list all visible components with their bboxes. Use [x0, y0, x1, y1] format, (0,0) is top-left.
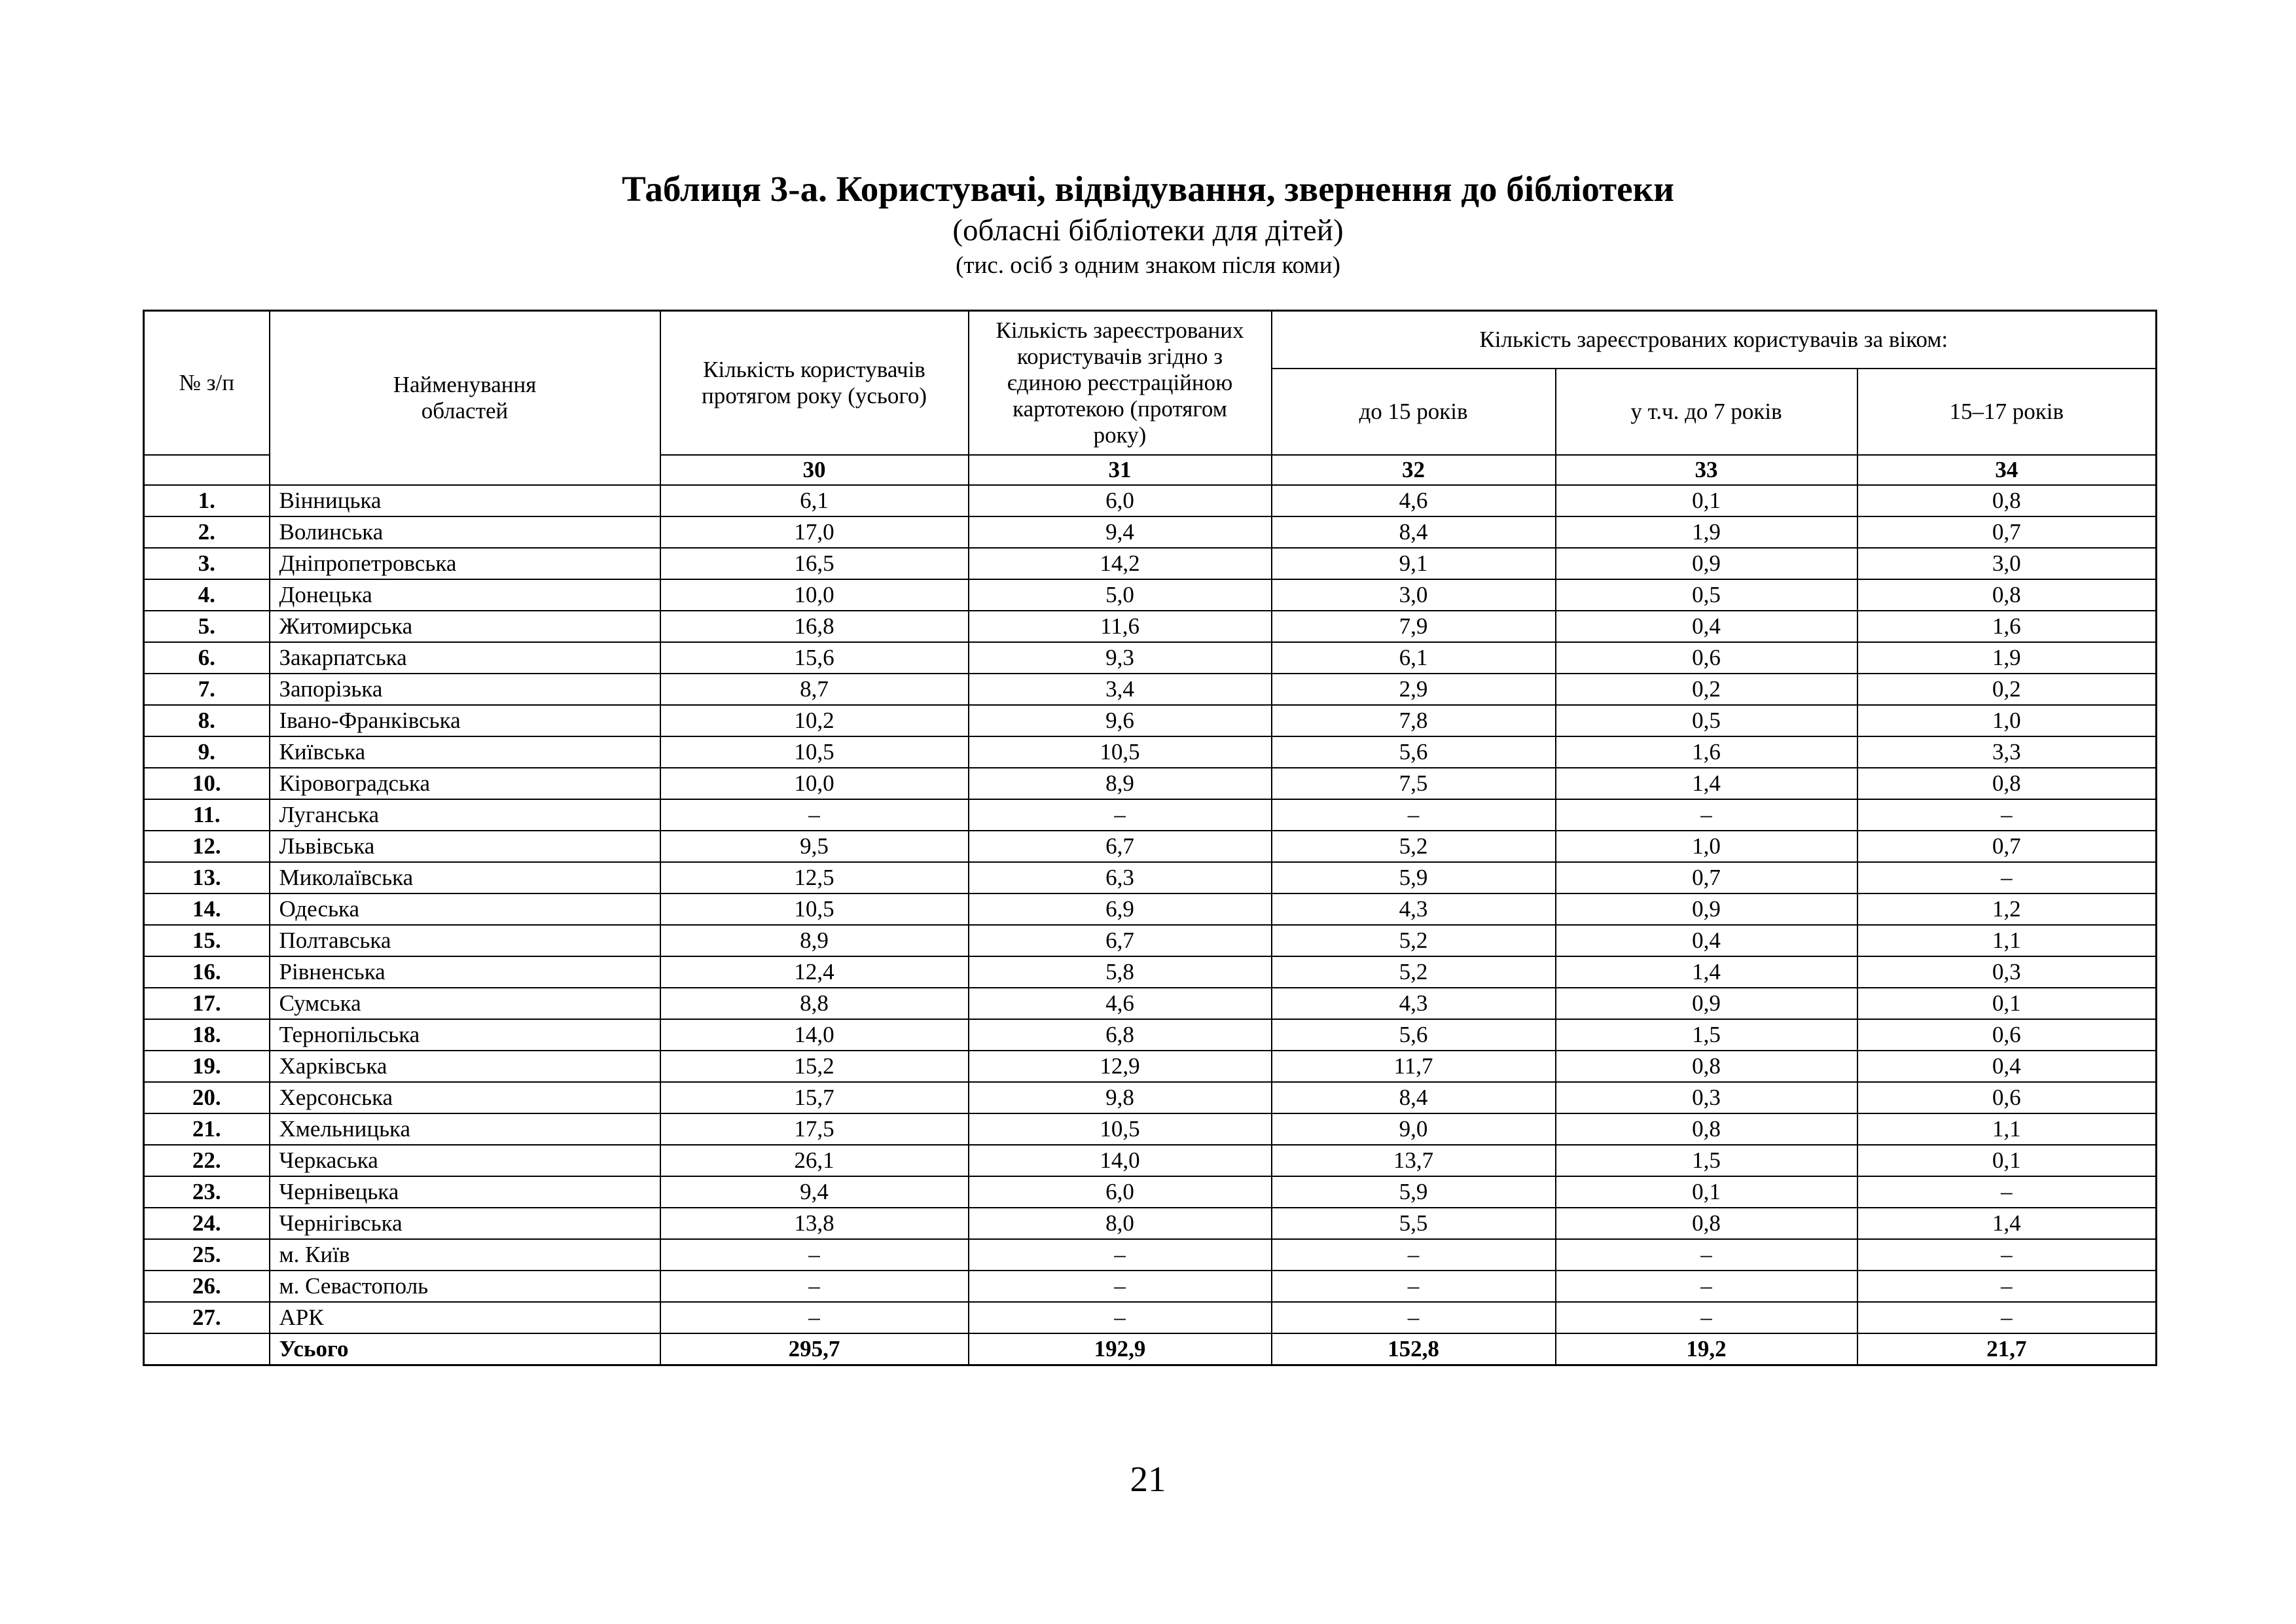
- value-cell: 6,8: [969, 1019, 1272, 1051]
- table-row: [144, 579, 2157, 611]
- table-row: [144, 1051, 2157, 1082]
- value-cell: 16,5: [660, 548, 969, 579]
- value-cell: 8,7: [660, 674, 969, 705]
- page-subtitle: (обласні бібліотеки для дітей): [952, 213, 1344, 247]
- value-cell: 15,7: [660, 1082, 969, 1113]
- row-number: 16.: [144, 956, 270, 988]
- table-row: [144, 1176, 2157, 1208]
- column-number: 34: [1857, 455, 2157, 485]
- row-number: 17.: [144, 988, 270, 1019]
- value-cell: 1,4: [1857, 1208, 2157, 1239]
- table-row: [144, 1113, 2157, 1145]
- column-number: 30: [660, 455, 969, 485]
- region-name: Тернопільська: [270, 1019, 660, 1051]
- table-row: [144, 674, 2157, 705]
- value-cell: 0,1: [1556, 485, 1857, 516]
- value-cell: 7,9: [1272, 611, 1556, 642]
- value-cell: –: [660, 1239, 969, 1271]
- value-cell: 5,6: [1272, 736, 1556, 768]
- value-cell: 10,0: [660, 579, 969, 611]
- value-cell: 0,4: [1857, 1051, 2157, 1082]
- value-cell: 9,5: [660, 831, 969, 862]
- value-cell: 12,4: [660, 956, 969, 988]
- region-name: Одеська: [270, 893, 660, 925]
- value-cell: 0,8: [1556, 1113, 1857, 1145]
- value-cell: 1,0: [1857, 705, 2157, 736]
- table-row: [144, 799, 2157, 831]
- value-cell: 0,1: [1857, 1145, 2157, 1176]
- row-number: 23.: [144, 1176, 270, 1208]
- value-cell: 9,1: [1272, 548, 1556, 579]
- region-name: Сумська: [270, 988, 660, 1019]
- header-under-7: у т.ч. до 7 років: [1556, 369, 1857, 455]
- row-number: 3.: [144, 548, 270, 579]
- value-cell: –: [1556, 1271, 1857, 1302]
- value-cell: 16,8: [660, 611, 969, 642]
- row-number: 21.: [144, 1113, 270, 1145]
- region-name: м. Київ: [270, 1239, 660, 1271]
- value-cell: –: [660, 1271, 969, 1302]
- row-number: 15.: [144, 925, 270, 956]
- value-cell: 8,8: [660, 988, 969, 1019]
- value-cell: 0,6: [1857, 1082, 2157, 1113]
- table-row: [144, 642, 2157, 674]
- value-cell: 9,8: [969, 1082, 1272, 1113]
- value-cell: 8,9: [969, 768, 1272, 799]
- row-number: 24.: [144, 1208, 270, 1239]
- region-name: Дніпропетровська: [270, 548, 660, 579]
- total-value: 192,9: [969, 1333, 1272, 1365]
- table-row: [144, 736, 2157, 768]
- table-row: [144, 1271, 2157, 1302]
- region-name: м. Севастополь: [270, 1271, 660, 1302]
- statistics-table: [143, 310, 2157, 1366]
- value-cell: 12,5: [660, 862, 969, 893]
- value-cell: 0,2: [1857, 674, 2157, 705]
- value-cell: 0,3: [1857, 956, 2157, 988]
- value-cell: 5,9: [1272, 1176, 1556, 1208]
- value-cell: 1,6: [1556, 736, 1857, 768]
- value-cell: 7,8: [1272, 705, 1556, 736]
- value-cell: 11,7: [1272, 1051, 1556, 1082]
- row-number: 22.: [144, 1145, 270, 1176]
- total-number-empty: [144, 1333, 270, 1365]
- value-cell: 17,5: [660, 1113, 969, 1145]
- value-cell: –: [1272, 1239, 1556, 1271]
- value-cell: 5,9: [1272, 862, 1556, 893]
- value-cell: 13,8: [660, 1208, 969, 1239]
- value-cell: 9,4: [660, 1176, 969, 1208]
- table-row: [144, 611, 2157, 642]
- value-cell: 3,4: [969, 674, 1272, 705]
- header-number: № з/п: [144, 311, 270, 455]
- value-cell: 6,1: [1272, 642, 1556, 674]
- value-cell: 14,0: [969, 1145, 1272, 1176]
- value-cell: 0,9: [1556, 893, 1857, 925]
- column-number: 32: [1272, 455, 1556, 485]
- value-cell: 5,6: [1272, 1019, 1556, 1051]
- total-row: [144, 1333, 2157, 1365]
- value-cell: 1,9: [1556, 516, 1857, 548]
- value-cell: 4,6: [1272, 485, 1556, 516]
- value-cell: 6,7: [969, 925, 1272, 956]
- value-cell: 8,4: [1272, 516, 1556, 548]
- value-cell: 6,7: [969, 831, 1272, 862]
- value-cell: 0,1: [1556, 1176, 1857, 1208]
- value-cell: –: [1857, 1239, 2157, 1271]
- region-name: Закарпатська: [270, 642, 660, 674]
- value-cell: 10,5: [660, 893, 969, 925]
- column-number-empty: [144, 455, 270, 485]
- value-cell: 0,6: [1857, 1019, 2157, 1051]
- row-number: 25.: [144, 1239, 270, 1271]
- column-number: 31: [969, 455, 1272, 485]
- value-cell: 9,6: [969, 705, 1272, 736]
- value-cell: 10,0: [660, 768, 969, 799]
- value-cell: –: [1857, 799, 2157, 831]
- value-cell: –: [1272, 799, 1556, 831]
- value-cell: –: [1857, 1176, 2157, 1208]
- table-row: [144, 925, 2157, 956]
- table-row: [144, 862, 2157, 893]
- table-row: [144, 768, 2157, 799]
- value-cell: –: [969, 1302, 1272, 1333]
- value-cell: 0,7: [1857, 831, 2157, 862]
- value-cell: 14,0: [660, 1019, 969, 1051]
- row-number: 14.: [144, 893, 270, 925]
- value-cell: –: [1556, 1302, 1857, 1333]
- table-row: [144, 956, 2157, 988]
- row-number: 7.: [144, 674, 270, 705]
- row-number: 10.: [144, 768, 270, 799]
- value-cell: 11,6: [969, 611, 1272, 642]
- value-cell: 15,2: [660, 1051, 969, 1082]
- table-header: [144, 311, 2157, 485]
- total-value: 152,8: [1272, 1333, 1556, 1365]
- value-cell: 0,3: [1556, 1082, 1857, 1113]
- value-cell: 1,1: [1857, 1113, 2157, 1145]
- column-number: 33: [1556, 455, 1857, 485]
- region-name: Рівненська: [270, 956, 660, 988]
- row-number: 26.: [144, 1271, 270, 1302]
- value-cell: 5,8: [969, 956, 1272, 988]
- region-name: Донецька: [270, 579, 660, 611]
- table-row: [144, 893, 2157, 925]
- value-cell: 5,2: [1272, 831, 1556, 862]
- value-cell: 0,9: [1556, 548, 1857, 579]
- value-cell: 0,5: [1556, 579, 1857, 611]
- region-name: Київська: [270, 736, 660, 768]
- region-name: Полтавська: [270, 925, 660, 956]
- value-cell: 1,4: [1556, 956, 1857, 988]
- value-cell: –: [1556, 799, 1857, 831]
- table-row: [144, 1082, 2157, 1113]
- value-cell: 0,8: [1857, 579, 2157, 611]
- value-cell: 6,3: [969, 862, 1272, 893]
- table-row: [144, 1302, 2157, 1333]
- table-row: [144, 1019, 2157, 1051]
- row-number: 11.: [144, 799, 270, 831]
- value-cell: 10,5: [969, 1113, 1272, 1145]
- row-number: 18.: [144, 1019, 270, 1051]
- value-cell: 5,5: [1272, 1208, 1556, 1239]
- table-row: [144, 548, 2157, 579]
- row-number: 1.: [144, 485, 270, 516]
- value-cell: 0,9: [1556, 988, 1857, 1019]
- region-name: Житомирська: [270, 611, 660, 642]
- row-number: 19.: [144, 1051, 270, 1082]
- region-name: Вінницька: [270, 485, 660, 516]
- region-name: Миколаївська: [270, 862, 660, 893]
- value-cell: 0,8: [1556, 1208, 1857, 1239]
- region-name: Черкаська: [270, 1145, 660, 1176]
- value-cell: 6,0: [969, 1176, 1272, 1208]
- value-cell: 12,9: [969, 1051, 1272, 1082]
- title-block: [0, 168, 2296, 281]
- total-value: 21,7: [1857, 1333, 2157, 1365]
- value-cell: –: [1857, 1271, 2157, 1302]
- row-number: 8.: [144, 705, 270, 736]
- value-cell: 4,6: [969, 988, 1272, 1019]
- value-cell: 14,2: [969, 548, 1272, 579]
- row-number: 12.: [144, 831, 270, 862]
- table-body: [144, 485, 2157, 1365]
- region-name: Чернігівська: [270, 1208, 660, 1239]
- table-row: [144, 705, 2157, 736]
- table-row: [144, 485, 2157, 516]
- value-cell: 1,4: [1556, 768, 1857, 799]
- value-cell: 0,7: [1556, 862, 1857, 893]
- row-number: 2.: [144, 516, 270, 548]
- value-cell: 10,2: [660, 705, 969, 736]
- value-cell: 10,5: [969, 736, 1272, 768]
- page-number: 21: [1130, 1459, 1166, 1499]
- row-number: 4.: [144, 579, 270, 611]
- value-cell: 1,6: [1857, 611, 2157, 642]
- table-row: [144, 1208, 2157, 1239]
- value-cell: 3,0: [1272, 579, 1556, 611]
- value-cell: 5,2: [1272, 925, 1556, 956]
- value-cell: –: [1556, 1239, 1857, 1271]
- total-value: 295,7: [660, 1333, 969, 1365]
- value-cell: –: [969, 1271, 1272, 1302]
- value-cell: 3,0: [1857, 548, 2157, 579]
- header-region-name: Найменування областей: [270, 311, 660, 485]
- row-number: 20.: [144, 1082, 270, 1113]
- value-cell: 8,0: [969, 1208, 1272, 1239]
- value-cell: 0,4: [1556, 925, 1857, 956]
- value-cell: 7,5: [1272, 768, 1556, 799]
- row-number: 27.: [144, 1302, 270, 1333]
- value-cell: –: [1857, 1302, 2157, 1333]
- value-cell: 2,9: [1272, 674, 1556, 705]
- value-cell: 0,1: [1857, 988, 2157, 1019]
- value-cell: 0,5: [1556, 705, 1857, 736]
- value-cell: 6,0: [969, 485, 1272, 516]
- value-cell: 0,8: [1857, 485, 2157, 516]
- value-cell: 8,4: [1272, 1082, 1556, 1113]
- value-cell: 0,6: [1556, 642, 1857, 674]
- region-name: Харківська: [270, 1051, 660, 1082]
- row-number: 9.: [144, 736, 270, 768]
- value-cell: 26,1: [660, 1145, 969, 1176]
- value-cell: 9,0: [1272, 1113, 1556, 1145]
- value-cell: 17,0: [660, 516, 969, 548]
- value-cell: –: [969, 1239, 1272, 1271]
- value-cell: 9,3: [969, 642, 1272, 674]
- value-cell: 1,5: [1556, 1145, 1857, 1176]
- value-cell: 6,9: [969, 893, 1272, 925]
- header-under-15: до 15 років: [1272, 369, 1556, 455]
- header-users-total: Кількість користувачів протягом року (усього): [660, 311, 969, 455]
- value-cell: 6,1: [660, 485, 969, 516]
- region-name: Волинська: [270, 516, 660, 548]
- page-title: Таблиця 3-а. Користувачі, відвідування, звернення до бібліотеки: [622, 169, 1674, 209]
- value-cell: 15,6: [660, 642, 969, 674]
- region-name: АРК: [270, 1302, 660, 1333]
- value-cell: –: [660, 799, 969, 831]
- table-row: [144, 1239, 2157, 1271]
- region-name: Хмельницька: [270, 1113, 660, 1145]
- value-cell: 8,9: [660, 925, 969, 956]
- value-cell: 0,7: [1857, 516, 2157, 548]
- table-row: [144, 831, 2157, 862]
- table-row: [144, 516, 2157, 548]
- value-cell: –: [660, 1302, 969, 1333]
- row-number: 13.: [144, 862, 270, 893]
- region-name: Чернівецька: [270, 1176, 660, 1208]
- header-by-age: Кількість зареєстрованих користувачів за віком:: [1272, 311, 2157, 369]
- value-cell: 5,0: [969, 579, 1272, 611]
- row-number: 6.: [144, 642, 270, 674]
- value-cell: 0,2: [1556, 674, 1857, 705]
- header-15-17: 15–17 років: [1857, 369, 2157, 455]
- value-cell: 0,8: [1556, 1051, 1857, 1082]
- row-number: 5.: [144, 611, 270, 642]
- region-name: Кіровоградська: [270, 768, 660, 799]
- value-cell: 1,2: [1857, 893, 2157, 925]
- region-name: Львівська: [270, 831, 660, 862]
- value-cell: 1,1: [1857, 925, 2157, 956]
- value-cell: 9,4: [969, 516, 1272, 548]
- header-registered: Кількість зареєстрованих користувачів згідно з єдиною реєстраційною картотекою (протягом року): [969, 311, 1272, 455]
- value-cell: 1,9: [1857, 642, 2157, 674]
- value-cell: –: [969, 799, 1272, 831]
- region-name: Херсонська: [270, 1082, 660, 1113]
- value-cell: 1,0: [1556, 831, 1857, 862]
- value-cell: 0,8: [1857, 768, 2157, 799]
- region-name: Луганська: [270, 799, 660, 831]
- value-cell: 3,3: [1857, 736, 2157, 768]
- value-cell: 0,4: [1556, 611, 1857, 642]
- value-cell: 5,2: [1272, 956, 1556, 988]
- value-cell: –: [1857, 862, 2157, 893]
- value-cell: 4,3: [1272, 893, 1556, 925]
- value-cell: 13,7: [1272, 1145, 1556, 1176]
- value-cell: 10,5: [660, 736, 969, 768]
- value-cell: –: [1272, 1271, 1556, 1302]
- table-row: [144, 988, 2157, 1019]
- table-row: [144, 1145, 2157, 1176]
- total-label: Усього: [270, 1333, 660, 1365]
- units-note: (тис. осіб з одним знаком після коми): [956, 252, 1340, 279]
- total-value: 19,2: [1556, 1333, 1857, 1365]
- region-name: Івано-Франківська: [270, 705, 660, 736]
- value-cell: 4,3: [1272, 988, 1556, 1019]
- region-name: Запорізька: [270, 674, 660, 705]
- value-cell: –: [1272, 1302, 1556, 1333]
- value-cell: 1,5: [1556, 1019, 1857, 1051]
